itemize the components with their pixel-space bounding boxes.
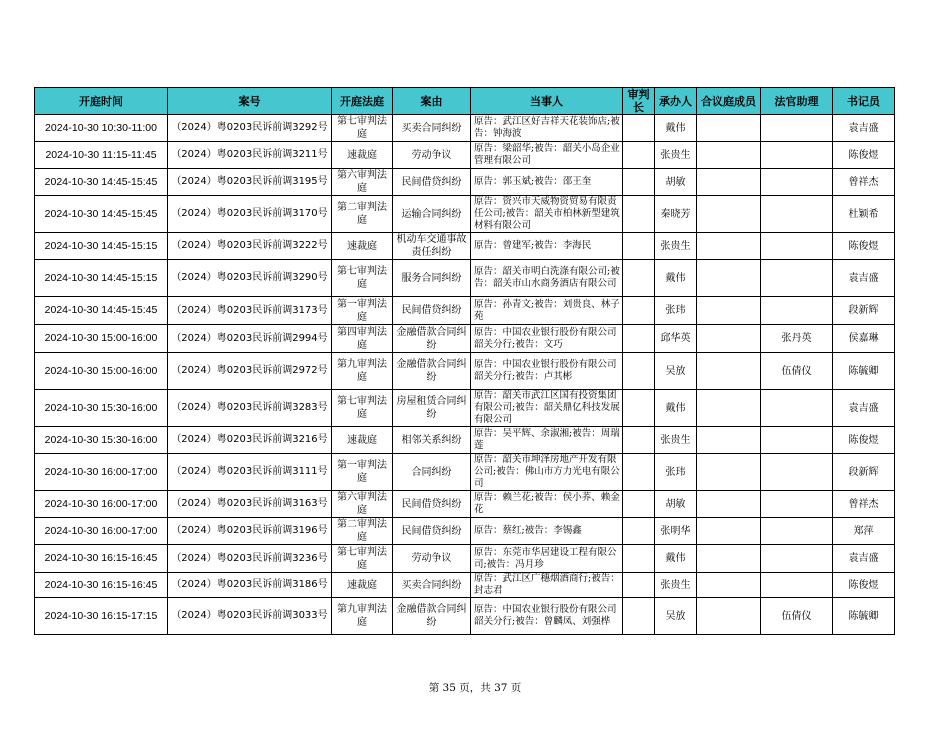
cell-cause: 机动车交通事故责任纠纷 — [393, 233, 471, 260]
cell-case-number: （2024）粤0203民诉前调3173号 — [168, 297, 332, 325]
cell-clerk: 陈俊煜 — [833, 142, 895, 169]
cell-courtroom: 第九审判法庭 — [332, 353, 393, 390]
cell-panel — [697, 573, 761, 598]
cell-chief-judge — [623, 115, 655, 142]
cell-clerk: 袁吉盛 — [833, 115, 895, 142]
cell-clerk: 曾祥杰 — [833, 169, 895, 196]
table-row — [35, 427, 895, 454]
cell-time: 2024-10-30 16:15-16:45 — [35, 545, 168, 573]
cell-parties: 原告：资兴市天威物资贸易有限责任公司;被告：韶关市柏林新型建筑材料有限公司 — [471, 196, 623, 233]
cell-parties: 原告：吴平辉、余淑湘;被告：周瑞莲 — [471, 427, 623, 454]
cell-panel — [697, 390, 761, 427]
cell-courtroom: 第七审判法庭 — [332, 545, 393, 573]
cell-courtroom: 第九审判法庭 — [332, 598, 393, 635]
cell-case-number: （2024）粤0203民诉前调2994号 — [168, 325, 332, 353]
cell-case-number: （2024）粤0203民诉前调3033号 — [168, 598, 332, 635]
cell-chief-judge — [623, 353, 655, 390]
cell-time: 2024-10-30 15:30-16:00 — [35, 390, 168, 427]
cell-clerk: 陈毓卿 — [833, 353, 895, 390]
cell-clerk: 陈俊煜 — [833, 573, 895, 598]
cell-clerk: 段新辉 — [833, 454, 895, 491]
cell-assistant — [761, 233, 833, 260]
cell-assistant — [761, 518, 833, 545]
cell-parties: 原告：曾建军;被告：李海民 — [471, 233, 623, 260]
cell-case-number: （2024）粤0203民诉前调3170号 — [168, 196, 332, 233]
cell-case-number: （2024）粤0203民诉前调3211号 — [168, 142, 332, 169]
cell-panel — [697, 169, 761, 196]
table-row — [35, 573, 895, 598]
cell-assistant: 伍倩仪 — [761, 598, 833, 635]
cell-courtroom: 第七审判法庭 — [332, 115, 393, 142]
cell-panel — [697, 297, 761, 325]
cell-judge: 胡敏 — [655, 491, 697, 518]
cell-time: 2024-10-30 16:15-17:15 — [35, 598, 168, 635]
cell-chief-judge — [623, 454, 655, 491]
cell-assistant — [761, 115, 833, 142]
cell-chief-judge — [623, 518, 655, 545]
table-row — [35, 325, 895, 353]
cell-chief-judge — [623, 142, 655, 169]
cell-chief-judge — [623, 427, 655, 454]
cell-cause: 劳动争议 — [393, 142, 471, 169]
cell-judge: 张玮 — [655, 454, 697, 491]
cell-courtroom: 第一审判法庭 — [332, 297, 393, 325]
cell-time: 2024-10-30 14:45-15:45 — [35, 297, 168, 325]
cell-assistant — [761, 196, 833, 233]
cell-clerk: 陈俊煜 — [833, 233, 895, 260]
cell-judge: 吴放 — [655, 598, 697, 635]
cell-case-number: （2024）粤0203民诉前调3236号 — [168, 545, 332, 573]
cell-time: 2024-10-30 15:30-16:00 — [35, 427, 168, 454]
cell-cause: 合同纠纷 — [393, 454, 471, 491]
cell-case-number: （2024）粤0203民诉前调3196号 — [168, 518, 332, 545]
cell-judge: 戴伟 — [655, 115, 697, 142]
cell-courtroom: 第二审判法庭 — [332, 196, 393, 233]
cell-panel — [697, 233, 761, 260]
cell-clerk: 陈毓卿 — [833, 598, 895, 635]
cell-panel — [697, 325, 761, 353]
cell-case-number: （2024）粤0203民诉前调3283号 — [168, 390, 332, 427]
cell-parties: 原告：梁韶华;被告：韶关小岛企业管理有限公司 — [471, 142, 623, 169]
cell-courtroom: 第四审判法庭 — [332, 325, 393, 353]
cell-panel — [697, 598, 761, 635]
cell-chief-judge — [623, 260, 655, 297]
cell-parties: 原告：郭玉斌;被告：邵王奎 — [471, 169, 623, 196]
cell-parties: 原告：中国农业银行股份有限公司韶关分行;被告：曾麟凤、刘强桦 — [471, 598, 623, 635]
cell-parties: 原告：武江区好吉祥天花装饰店;被告：钟海波 — [471, 115, 623, 142]
header-assistant: 法官助理 — [761, 88, 833, 115]
cell-courtroom: 第六审判法庭 — [332, 169, 393, 196]
cell-judge: 戴伟 — [655, 390, 697, 427]
cell-panel — [697, 491, 761, 518]
cell-parties: 原告：中国农业银行股份有限公司韶关分行;被告：文巧 — [471, 325, 623, 353]
table-row — [35, 454, 895, 491]
cell-judge: 张明华 — [655, 518, 697, 545]
cell-judge: 秦晓芳 — [655, 196, 697, 233]
cell-assistant — [761, 454, 833, 491]
cell-time: 2024-10-30 15:00-16:00 — [35, 353, 168, 390]
cell-courtroom: 第二审判法庭 — [332, 518, 393, 545]
cell-chief-judge — [623, 491, 655, 518]
header-parties: 当事人 — [471, 88, 623, 115]
cell-assistant — [761, 427, 833, 454]
cell-cause: 金融借款合同纠纷 — [393, 325, 471, 353]
table-row — [35, 390, 895, 427]
cell-time: 2024-10-30 14:45-15:45 — [35, 169, 168, 196]
cell-assistant — [761, 573, 833, 598]
cell-time: 2024-10-30 16:00-17:00 — [35, 491, 168, 518]
table-row — [35, 233, 895, 260]
cell-parties: 原告：中国农业银行股份有限公司韶关分行;被告：卢其彬 — [471, 353, 623, 390]
cell-judge: 张贵生 — [655, 427, 697, 454]
cell-time: 2024-10-30 14:45-15:15 — [35, 260, 168, 297]
cell-assistant: 张丹英 — [761, 325, 833, 353]
cell-panel — [697, 518, 761, 545]
header-panel: 合议庭成员 — [697, 88, 761, 115]
cell-case-number: （2024）粤0203民诉前调3186号 — [168, 573, 332, 598]
cell-parties: 原告：韶关市明白洗涤有限公司;被告：韶关市山水商务酒店有限公司 — [471, 260, 623, 297]
cell-clerk: 段新辉 — [833, 297, 895, 325]
cell-case-number: （2024）粤0203民诉前调3216号 — [168, 427, 332, 454]
cell-cause: 金融借款合同纠纷 — [393, 353, 471, 390]
cell-assistant — [761, 491, 833, 518]
cell-assistant — [761, 260, 833, 297]
cell-clerk: 曾祥杰 — [833, 491, 895, 518]
cell-chief-judge — [623, 233, 655, 260]
header-chief-judge: 审判长 — [623, 88, 655, 115]
cell-chief-judge — [623, 390, 655, 427]
table-row — [35, 196, 895, 233]
cell-assistant: 伍倩仪 — [761, 353, 833, 390]
cell-panel — [697, 115, 761, 142]
page-footer: 第 35 页，共 37 页 — [428, 682, 522, 694]
cell-assistant — [761, 169, 833, 196]
cell-panel — [697, 427, 761, 454]
cell-time: 2024-10-30 16:00-17:00 — [35, 518, 168, 545]
cell-parties: 原告：赖兰花;被告：侯小荞、赖金花 — [471, 491, 623, 518]
cell-panel — [697, 353, 761, 390]
table-row — [35, 545, 895, 573]
cell-clerk: 陈俊煜 — [833, 427, 895, 454]
table-row — [35, 115, 895, 142]
cell-parties: 原告：东莞市华居建设工程有限公司;被告：冯月珍 — [471, 545, 623, 573]
cell-parties: 原告：孙青文;被告：刘贵良、林子苑 — [471, 297, 623, 325]
cell-case-number: （2024）粤0203民诉前调3163号 — [168, 491, 332, 518]
table-row — [35, 518, 895, 545]
cell-parties: 原告：韶关市坤泽房地产开发有限公司;被告：佛山市方力光电有限公司 — [471, 454, 623, 491]
cell-time: 2024-10-30 14:45-15:15 — [35, 233, 168, 260]
table-row — [35, 598, 895, 635]
cell-assistant — [761, 297, 833, 325]
cell-clerk: 杜颖希 — [833, 196, 895, 233]
cell-chief-judge — [623, 169, 655, 196]
cell-case-number: （2024）粤0203民诉前调3222号 — [168, 233, 332, 260]
cell-courtroom: 第六审判法庭 — [332, 491, 393, 518]
header-time: 开庭时间 — [35, 88, 168, 115]
table-row — [35, 260, 895, 297]
cell-assistant — [761, 545, 833, 573]
cell-courtroom: 速裁庭 — [332, 142, 393, 169]
header-clerk: 书记员 — [833, 88, 895, 115]
table-row — [35, 169, 895, 196]
cell-parties: 原告：武江区广穗烟酒商行;被告：封志君 — [471, 573, 623, 598]
cell-cause: 买卖合同纠纷 — [393, 115, 471, 142]
cell-clerk: 侯嘉琳 — [833, 325, 895, 353]
cell-panel — [697, 454, 761, 491]
cell-judge: 张玮 — [655, 297, 697, 325]
cell-judge: 张贵生 — [655, 142, 697, 169]
cell-judge: 邱华英 — [655, 325, 697, 353]
table-header-row — [35, 88, 895, 115]
cell-assistant — [761, 142, 833, 169]
cell-panel — [697, 545, 761, 573]
table-row — [35, 142, 895, 169]
cell-courtroom: 速裁庭 — [332, 427, 393, 454]
cell-courtroom: 速裁庭 — [332, 233, 393, 260]
table-row — [35, 297, 895, 325]
cell-courtroom: 速裁庭 — [332, 573, 393, 598]
cell-panel — [697, 142, 761, 169]
cell-cause: 民间借贷纠纷 — [393, 297, 471, 325]
cell-cause: 金融借款合同纠纷 — [393, 598, 471, 635]
header-cause: 案由 — [393, 88, 471, 115]
cell-clerk: 袁吉盛 — [833, 260, 895, 297]
cell-cause: 民间借贷纠纷 — [393, 518, 471, 545]
cell-judge: 胡敏 — [655, 169, 697, 196]
cell-chief-judge — [623, 598, 655, 635]
cell-time: 2024-10-30 16:00-17:00 — [35, 454, 168, 491]
cell-judge: 戴伟 — [655, 545, 697, 573]
cell-chief-judge — [623, 297, 655, 325]
cell-time: 2024-10-30 14:45-15:45 — [35, 196, 168, 233]
cell-cause: 房屋租赁合同纠纷 — [393, 390, 471, 427]
cell-cause: 服务合同纠纷 — [393, 260, 471, 297]
header-case-number: 案号 — [168, 88, 332, 115]
cell-cause: 买卖合同纠纷 — [393, 573, 471, 598]
table-row — [35, 353, 895, 390]
cell-time: 2024-10-30 10:30-11:00 — [35, 115, 168, 142]
cell-parties: 原告：蔡红;被告：李锡鑫 — [471, 518, 623, 545]
cell-chief-judge — [623, 545, 655, 573]
cell-chief-judge — [623, 325, 655, 353]
cell-cause: 民间借贷纠纷 — [393, 491, 471, 518]
cell-clerk: 郑萍 — [833, 518, 895, 545]
cell-assistant — [761, 390, 833, 427]
cell-parties: 原告：韶关市武江区国有投资集团有限公司;被告：韶关鼎亿科技发展有限公司 — [471, 390, 623, 427]
cell-clerk: 袁吉盛 — [833, 390, 895, 427]
cell-case-number: （2024）粤0203民诉前调3292号 — [168, 115, 332, 142]
cell-cause: 民间借贷纠纷 — [393, 169, 471, 196]
cell-panel — [697, 260, 761, 297]
cell-judge: 吴放 — [655, 353, 697, 390]
cell-chief-judge — [623, 573, 655, 598]
cell-time: 2024-10-30 15:00-16:00 — [35, 325, 168, 353]
cell-judge: 张贵生 — [655, 573, 697, 598]
table-row — [35, 491, 895, 518]
cell-judge: 戴伟 — [655, 260, 697, 297]
cell-courtroom: 第七审判法庭 — [332, 390, 393, 427]
cell-case-number: （2024）粤0203民诉前调2972号 — [168, 353, 332, 390]
cell-time: 2024-10-30 11:15-11:45 — [35, 142, 168, 169]
cell-courtroom: 第七审判法庭 — [332, 260, 393, 297]
cell-time: 2024-10-30 16:15-16:45 — [35, 573, 168, 598]
cell-judge: 张贵生 — [655, 233, 697, 260]
cell-cause: 运输合同纠纷 — [393, 196, 471, 233]
cell-case-number: （2024）粤0203民诉前调3111号 — [168, 454, 332, 491]
header-courtroom: 开庭法庭 — [332, 88, 393, 115]
cell-chief-judge — [623, 196, 655, 233]
cell-panel — [697, 196, 761, 233]
hearing-schedule-table — [34, 87, 895, 635]
cell-cause: 劳动争议 — [393, 545, 471, 573]
cell-case-number: （2024）粤0203民诉前调3195号 — [168, 169, 332, 196]
cell-clerk: 袁吉盛 — [833, 545, 895, 573]
cell-courtroom: 第一审判法庭 — [332, 454, 393, 491]
cell-case-number: （2024）粤0203民诉前调3290号 — [168, 260, 332, 297]
header-judge: 承办人 — [655, 88, 697, 115]
cell-cause: 相邻关系纠纷 — [393, 427, 471, 454]
